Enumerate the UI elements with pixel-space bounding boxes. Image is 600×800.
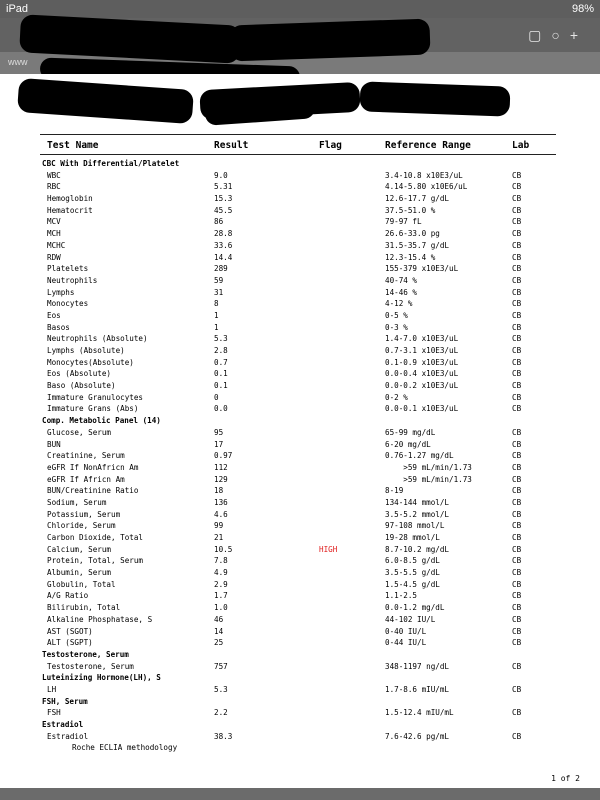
test-result: 28.8 [214,229,233,239]
reference-range: 1.5-4.5 g/dL [385,579,440,589]
test-name: Sodium, Serum [47,497,107,507]
section-header-row [0,158,600,170]
table-row [0,509,600,521]
reference-range: >59 mL/min/1.73 [385,474,472,484]
page-indicator: 1 of 2 [551,774,580,783]
test-name: Hematocrit [47,205,93,215]
reference-range: 40-74 % [385,275,418,285]
lab-code: CB [512,346,522,355]
results-table [0,158,600,754]
lab-code: CB [512,661,522,671]
lab-code: CB [512,486,522,496]
test-result: 1 [214,322,219,332]
table-row [0,462,600,474]
table-row [0,263,600,275]
reference-range: 37.5-51.0 % [385,205,436,215]
lab-code: CB [512,252,522,262]
test-result: 2.2 [214,708,228,718]
lab-code: CB [512,240,522,250]
reference-range: 31.5-35.7 g/dL [385,240,450,250]
reference-range: 7.6-42.6 pg/mL [385,731,450,741]
reference-range: 97-108 mmol/L [385,521,445,531]
reference-range: 0.0-0.2 x10E3/uL [385,381,459,391]
test-name: Eos (Absolute) [47,369,112,379]
test-name: BUN [47,439,61,449]
method-note: Roche ECLIA methodology [72,743,178,753]
section-title: Luteinizing Hormone(LH), S [42,673,161,683]
lab-code: CB [512,392,522,402]
test-name: MCHC [47,240,66,250]
reference-range: 19-28 mmol/L [385,533,440,542]
reference-range: 1.1-2.5 [385,591,418,601]
reference-range: 65-99 mg/dL [385,427,436,437]
test-result: 129 [214,474,228,484]
test-result: 9.0 [214,170,228,180]
test-result: 2.8 [214,346,228,355]
test-name: Monocytes(Absolute) [47,357,134,367]
test-result: 17 [214,439,224,449]
header-top-rule [40,134,556,135]
test-name: ALT (SGPT) [47,638,93,648]
reference-range: 12.6-17.7 g/dL [385,194,450,204]
test-result: 25 [214,638,224,648]
test-name: WBC [47,170,61,180]
lab-code: CB [512,182,522,192]
test-result: 95 [214,427,224,437]
table-row [0,626,600,638]
table-row [0,240,600,252]
reference-range: >59 mL/min/1.73 [385,462,472,472]
table-row [0,555,600,567]
reference-range: 0.0-1.2 mg/dL [385,603,445,613]
test-name: Hemoglobin [47,194,93,204]
section-title: FSH, Serum [42,696,88,706]
test-name: Platelets [47,264,89,274]
section-header-row [0,672,600,684]
test-result: 33.6 [214,240,233,250]
test-name: Testosterone, Serum [47,661,134,671]
lab-code: CB [512,369,522,379]
lab-code: CB [512,451,522,461]
test-name: Lymphs (Absolute) [47,346,125,355]
lab-code: CB [512,229,522,239]
lab-code: CB [512,626,522,636]
status-bar [0,0,600,18]
table-row [0,427,600,439]
test-result: 2.9 [214,579,228,589]
col-header-lab: Lab [512,140,530,151]
bottom-bar [0,788,600,800]
table-row [0,731,600,743]
test-result: 757 [214,661,228,671]
table-row [0,333,600,345]
reference-range: 14-46 % [385,287,418,297]
lab-code: CB [512,708,522,718]
test-result: 15.3 [214,194,233,204]
reference-range: 155-379 x10E3/uL [385,264,459,274]
table-row [0,216,600,228]
lab-code: CB [512,357,522,367]
lab-code: CB [512,591,522,601]
url-text: www [8,57,28,67]
test-name: Baso (Absolute) [47,381,116,391]
test-result: 0 [214,392,219,402]
test-result: 4.6 [214,509,228,519]
bookmarks-icon[interactable]: ▢ [528,27,552,43]
lab-code: CB [512,334,522,344]
lab-code: CB [512,427,522,437]
lab-code: CB [512,264,522,274]
reference-range: 0-3 % [385,322,408,332]
test-result: 59 [214,275,224,285]
test-name: FSH [47,708,61,718]
reference-range: 0.7-3.1 x10E3/uL [385,346,459,355]
section-header-row [0,649,600,661]
table-row [0,684,600,696]
lab-code: CB [512,497,522,507]
lab-code: CB [512,462,522,472]
table-row [0,205,600,217]
table-row [0,637,600,649]
test-name: MCV [47,217,61,227]
test-result: 5.3 [214,684,228,694]
test-result: 46 [214,614,224,624]
table-row [0,322,600,334]
test-name: Alkaline Phosphatase, S [47,614,153,624]
table-row [0,403,600,415]
test-name: AST (SGOT) [47,626,93,636]
reference-range: 0.1-0.9 x10E3/uL [385,357,459,367]
test-result: 31 [214,287,224,297]
test-name: Protein, Total, Serum [47,556,144,566]
lab-code: CB [512,299,522,309]
test-result: 289 [214,264,228,274]
section-title: Comp. Metabolic Panel (14) [42,416,161,426]
col-header-result: Result [214,140,249,151]
lab-code: CB [512,579,522,589]
lab-code: CB [512,544,522,554]
table-row [0,661,600,673]
table-row [0,602,600,614]
section-title: Estradiol [42,720,84,729]
test-name: Bilirubin, Total [47,603,121,613]
test-name: Lymphs [47,287,75,297]
redaction-2 [229,19,430,62]
reference-range: 4.14-5.80 x10E6/uL [385,182,468,192]
test-name: BUN/Creatinine Ratio [47,486,139,496]
reference-range: 1.4-7.0 x10E3/uL [385,334,459,344]
test-name: Monocytes [47,299,89,309]
test-result: 14 [214,626,224,636]
table-row [0,579,600,591]
table-row [0,485,600,497]
table-row [0,590,600,602]
lab-code: CB [512,568,522,578]
test-name: RBC [47,182,61,192]
table-row [0,310,600,322]
table-row [0,567,600,579]
test-result: 0.7 [214,357,228,367]
reference-range: 8-19 [385,486,404,496]
lab-code: CB [512,404,522,414]
lab-code: CB [512,439,522,449]
reference-range: 8.7-10.2 mg/dL [385,544,450,554]
test-result: 1 [214,310,219,320]
test-result: 136 [214,497,228,507]
table-row [0,287,600,299]
col-header-test-name: Test Name [47,140,99,151]
lab-code: CB [512,521,522,531]
table-row [0,520,600,532]
reference-range: 12.3-15.4 % [385,252,436,262]
test-name: eGFR If NonAfricn Am [47,462,139,472]
test-name: Neutrophils (Absolute) [47,334,148,344]
table-row [0,497,600,509]
test-name: MCH [47,229,61,239]
test-result: 0.1 [214,381,228,391]
test-name: Estradiol [47,731,89,741]
section-header-row [0,719,600,731]
test-name: LH [47,684,57,694]
col-header-reference-range: Reference Range [385,140,471,151]
reference-range: 0-44 IU/L [385,638,427,648]
test-name: Chloride, Serum [47,521,116,531]
table-row [0,380,600,392]
test-name: A/G Ratio [47,591,89,601]
lab-code: CB [512,322,522,332]
section-header-row [0,415,600,427]
reference-range: 0.0-0.1 x10E3/uL [385,404,459,414]
test-result: 112 [214,462,228,472]
test-name: Eos [47,310,61,320]
table-row [0,275,600,287]
table-row [0,170,600,182]
test-name: Potassium, Serum [47,509,121,519]
reference-range: 134-144 mmol/L [385,497,450,507]
lab-code: CB [512,310,522,320]
reference-range: 1.7-8.6 mIU/mL [385,684,450,694]
test-result: 0.97 [214,451,233,461]
table-row [0,181,600,193]
reference-range: 44-102 IU/L [385,614,436,624]
reference-range: 0.76-1.27 mg/dL [385,451,454,461]
note-row [0,742,600,754]
lab-code: CB [512,170,522,180]
test-name: Carbon Dioxide, Total [47,533,144,542]
test-name: eGFR If Africn Am [47,474,125,484]
test-result: 86 [214,217,224,227]
test-result: 5.3 [214,334,228,344]
lab-code: CB [512,614,522,624]
reference-range: 3.4-10.8 x10E3/uL [385,170,463,180]
test-result: 0.1 [214,369,228,379]
test-result: 99 [214,521,224,531]
toolbar-icons [528,27,588,44]
test-result: 45.5 [214,205,233,215]
lab-code: CB [512,603,522,613]
test-name: Neutrophils [47,275,98,285]
battery-indicator: 98% [571,3,594,15]
test-result: 18 [214,486,224,496]
table-row [0,707,600,719]
section-header-row [0,696,600,708]
lab-code: CB [512,194,522,204]
reference-range: 0-40 IU/L [385,626,427,636]
test-result: 4.9 [214,568,228,578]
section-title: Testosterone, Serum [42,649,129,659]
section-title: CBC With Differential/Platelet [42,159,180,168]
test-name: Calcium, Serum [47,544,112,554]
header-bottom-rule [40,154,556,155]
lab-code: CB [512,205,522,215]
share-icon[interactable]: ○ [551,27,570,43]
test-name: Glucose, Serum [47,427,112,437]
test-name: Immature Granulocytes [47,392,144,402]
table-row [0,474,600,486]
test-name: Immature Grans (Abs) [47,404,139,414]
table-row [0,439,600,451]
test-result: 38.3 [214,731,233,741]
lab-code: CB [512,509,522,519]
lab-code: CB [512,287,522,297]
table-row [0,614,600,626]
reference-range: 348-1197 ng/dL [385,661,450,671]
table-row [0,193,600,205]
reference-range: 79-97 fL [385,217,422,227]
lab-code: CB [512,556,522,566]
col-header-flag: Flag [319,140,342,151]
lab-code: CB [512,533,522,542]
table-row [0,368,600,380]
table-row [0,544,600,556]
reference-range: 1.5-12.4 mIU/mL [385,708,454,718]
table-row [0,532,600,544]
lab-code: CB [512,474,522,484]
reference-range: 3.5-5.5 g/dL [385,568,440,578]
test-result: 21 [214,533,224,542]
test-result: 1.7 [214,591,228,601]
test-name: Globulin, Total [47,579,116,589]
test-name: Basos [47,322,70,332]
reference-range: 4-12 % [385,299,413,309]
test-flag: HIGH [319,544,338,554]
redaction-6 [360,81,511,116]
lab-code: CB [512,217,522,227]
test-name: RDW [47,252,61,262]
test-name: Creatinine, Serum [47,451,125,461]
table-row [0,228,600,240]
table-row [0,392,600,404]
lab-code: CB [512,381,522,391]
test-result: 7.8 [214,556,228,566]
test-result: 10.5 [214,544,233,554]
test-result: 1.0 [214,603,228,613]
test-name: Albumin, Serum [47,568,112,578]
device-label: iPad [6,3,29,15]
lab-code: CB [512,731,522,741]
reference-range: 6.0-8.5 g/dL [385,556,440,566]
tabs-icon[interactable]: + [569,27,588,43]
reference-range: 26.6-33.0 pg [385,229,440,239]
table-row [0,450,600,462]
test-result: 14.4 [214,252,233,262]
lab-code: CB [512,275,522,285]
test-result: 0.0 [214,404,228,414]
test-result: 8 [214,299,219,309]
reference-range: 0.0-0.4 x10E3/uL [385,369,459,379]
table-row [0,298,600,310]
table-row [0,252,600,264]
reference-range: 6-20 mg/dL [385,439,431,449]
table-row [0,357,600,369]
reference-range: 3.5-5.2 mmol/L [385,509,450,519]
table-row [0,345,600,357]
reference-range: 0-5 % [385,310,408,320]
reference-range: 0-2 % [385,392,408,402]
lab-code: CB [512,638,522,648]
test-result: 5.31 [214,182,233,192]
lab-code: CB [512,684,522,694]
